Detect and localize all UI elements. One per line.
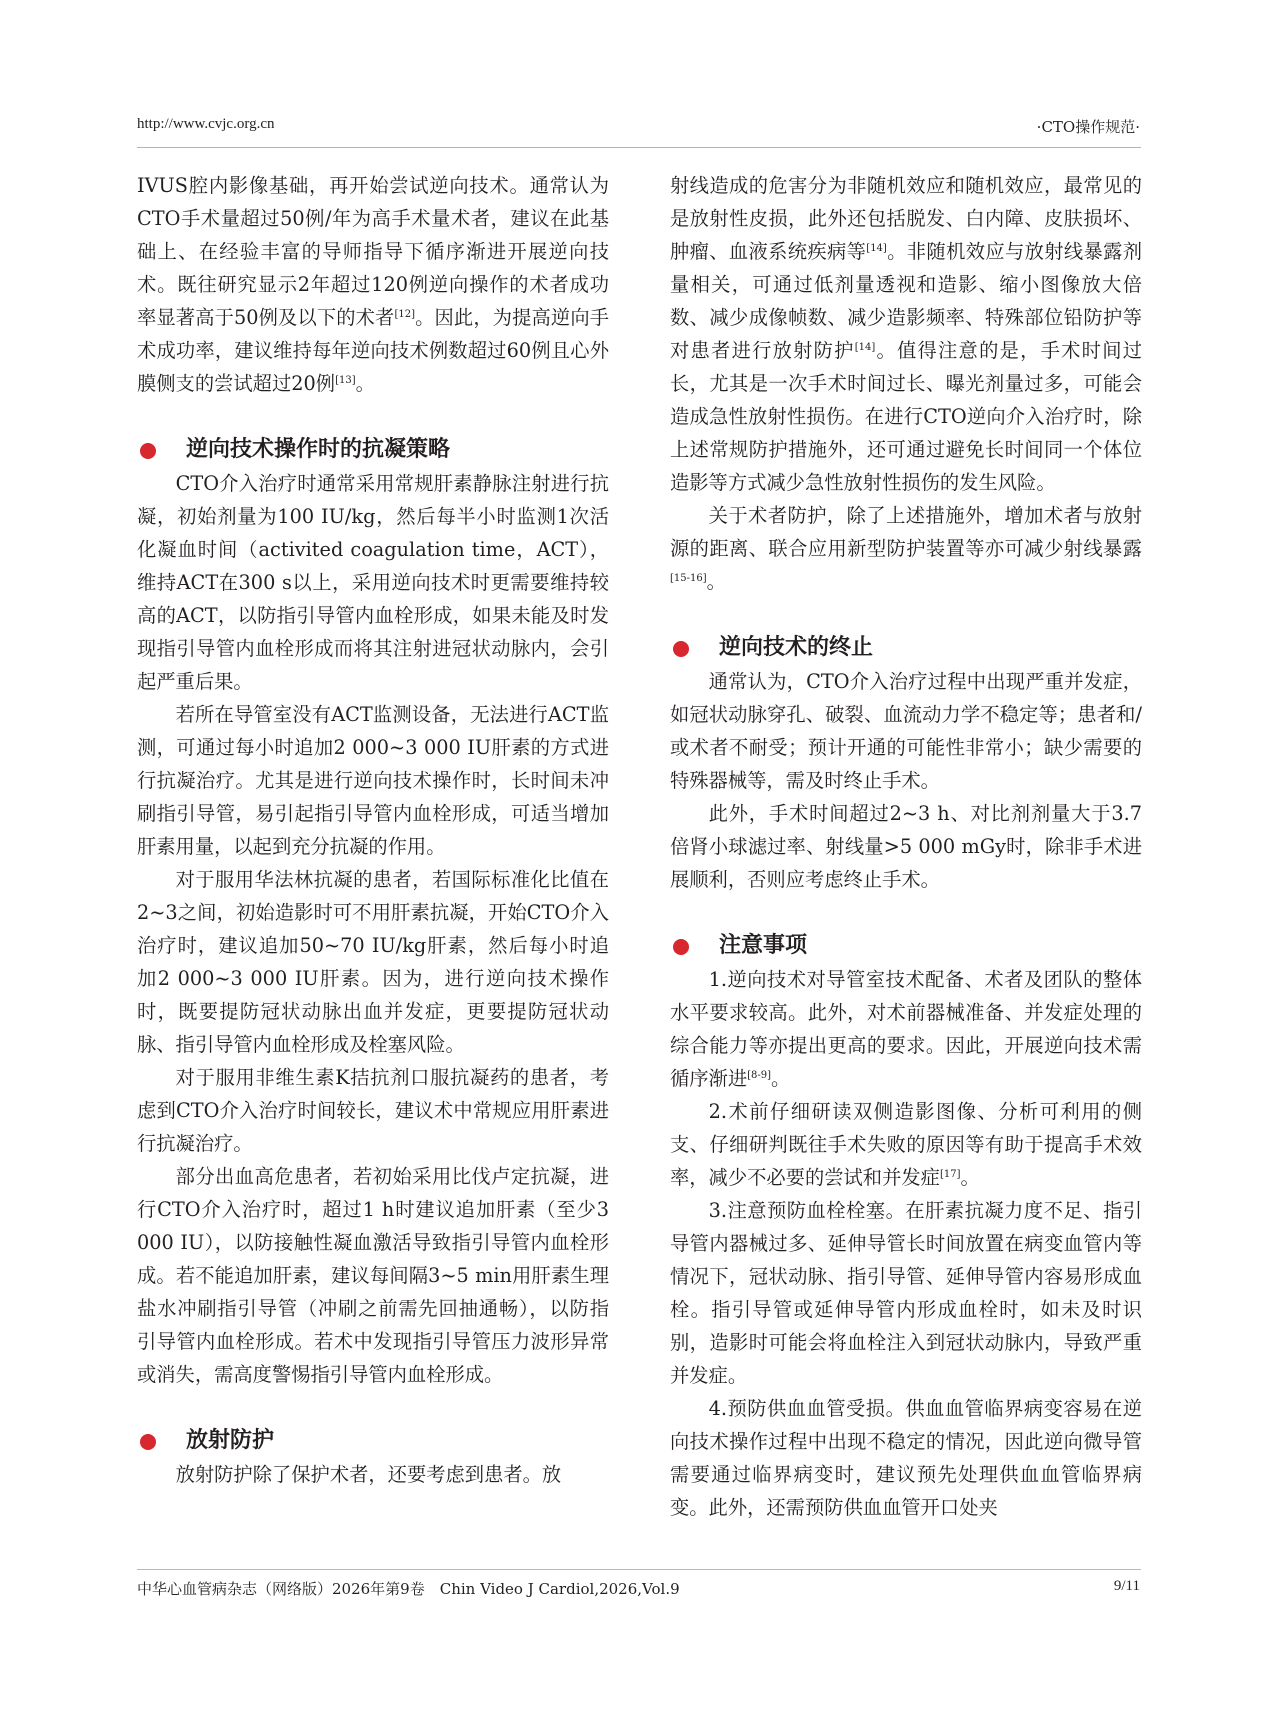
paragraph: 部分出血高危患者，若初始采用比伐卢定抗凝，进行CTO介入治疗时，超过1 h时建议追加肝素（至少3 000 IU），以防接触性凝血激活导致指引导管内血栓形成。若不能追加肝素，建议每间隔3~5 min用肝素生理盐水冲刷指引导管（冲刷之前需先回抽通畅），以防指引导管内血栓形成。若术中发现指引导管压力波形异常或消失，需高度警惕指引导管内血栓形成。 [137,1165,609,1386]
paragraph: IVUS腔内影像基础，再开始尝试逆向技术。通常认为CTO手术量超过50例/年为高手术量术者，建议在此基础上、在经验丰富的导师指导下循序渐进开展逆向技术。既往研究显示2年超过120例逆向操作的术者成功率显著高于50例及以下的术者[12]。因此，为提高逆向手术成功率，建议维持每年逆向技术例数超过60例且心外膜侧支的尝试超过20例[13]。 [137,174,610,395]
paragraph: 对于服用非维生素K拮抗剂口服抗凝药的患者，考虑到CTO介入治疗时间较长，建议术中常规应用肝素进行抗凝治疗。 [137,1066,609,1155]
left-column [137,169,609,1491]
list-item: 1.逆向技术对导管室技术配备、术者及团队的整体水平要求较高。此外，对术前器械准备、并发症处理的综合能力等亦提出更高的要求。因此，开展逆向技术需循序渐进[8-9]。 [670,968,1142,1090]
citation[interactable]: [15-16] [670,573,707,584]
paragraph: 放射防护除了保护术者，还要考虑到患者。放 [175,1463,562,1486]
section-heading: 注意事项 [670,929,1142,963]
paragraph: 通常认为，CTO介入治疗过程中出现严重并发症，如冠状动脉穿孔、破裂、血流动力学不稳定等；患者和/或术者不耐受；预计开通的可能性非常小；缺少需要的特殊器械等，需及时终止手术。 [670,670,1142,792]
citation[interactable]: [14] [854,342,876,353]
citation[interactable]: [14] [866,243,887,254]
section-heading: 逆向技术的终止 [670,631,1142,665]
list-item: 2.术前仔细研读双侧造影图像、分析可利用的侧支、仔细研判既往手术失败的原因等有助于提高手术效率，减少不必要的尝试和并发症[17]。 [670,1100,1142,1189]
paragraph: 若所在导管室没有ACT监测设备，无法进行ACT监测，可通过每小时追加2 000~3 000 IU肝素的方式进行抗凝治疗。尤其是进行逆向技术操作时，长时间未冲刷指引导管，易引起指引导管内血栓形成，可适当增加肝素用量，以起到充分抗凝的作用。 [137,703,609,858]
bullet-icon [140,1434,156,1450]
right-column [670,169,1142,1524]
page-number: 9/11 [1113,1578,1140,1594]
citation[interactable]: [8-9] [747,1070,772,1081]
footer-divider [137,1569,1141,1570]
bullet-icon [673,641,689,657]
citation[interactable]: [12] [394,309,415,320]
list-item: 4.预防供血血管受损。供血血管临界病变容易在逆向技术操作过程中出现不稳定的情况，因此逆向微导管需要通过临界病变时，建议预先处理供血血管临界病变。此外，还需预防供血血管开口处夹 [670,1397,1142,1519]
citation[interactable]: [13] [335,375,356,386]
paragraph: 关于术者防护，除了上述措施外，增加术者与放射源的距离、联合应用新型防护装置等亦可减少射线暴露[15-16]。 [670,504,1142,593]
section-heading: 放射防护 [137,1424,609,1458]
header-divider [137,147,1141,148]
bullet-icon [140,443,156,459]
paragraph: 对于服用华法林抗凝的患者，若国际标准化比值在2~3之间，初始造影时可不用肝素抗凝，开始CTO介入治疗时，建议追加50~70 IU/kg肝素，然后每小时追加2 000~3 000 IU肝素。因为，进行逆向技术操作时，既要提防冠状动脉出血并发症，更要提防冠状动脉、指引导管内血栓形成及栓塞风险。 [137,868,609,1056]
journal-url[interactable]: http://www.cvjc.org.cn [137,116,275,132]
journal-citation: 中华心血管病杂志（网络版）2026年第9卷 Chin Video J Cardiol,2026,Vol.9 [137,1580,680,1598]
bullet-icon [673,939,689,955]
section-heading: 逆向技术操作时的抗凝策略 [137,433,609,467]
paragraph: 射线造成的危害分为非随机效应和随机效应，最常见的是放射性皮损，此外还包括脱发、白内障、皮肤损坏、肿瘤、血液系统疾病等[14]。非随机效应与放射线暴露剂量相关，可通过低剂量透视和造影、缩小图像放大倍数、减少成像帧数、减少造影频率、特殊部位铅防护等对患者进行放射防护[14]。值得注意的是，手术时间过长，尤其是一次手术时间过长、曝光剂量过多，可能会造成急性放射性损伤。在进行CTO逆向介入治疗时，除上述常规防护措施外，还可通过避免长时间同一个体位造影等方式减少急性放射性损伤的发生风险。 [670,174,1143,494]
list-item: 3.注意预防血栓栓塞。在肝素抗凝力度不足、指引导管内器械过多、延伸导管长时间放置在病变血管内等情况下，冠状动脉、指引导管、延伸导管内容易形成血栓。指引导管或延伸导管内形成血栓时，如未及时识别，造影时可能会将血栓注入到冠状动脉内，导致严重并发症。 [670,1199,1142,1387]
section-label: ·CTO操作规范· [1036,118,1140,136]
paragraph: 此外，手术时间超过2~3 h、对比剂剂量大于3.7倍肾小球滤过率、射线量>5 000 mGy时，除非手术进展顺利，否则应考虑终止手术。 [670,802,1142,891]
citation[interactable]: [17] [939,1169,961,1180]
paragraph: CTO介入治疗时通常采用常规肝素静脉注射进行抗凝，初始剂量为100 IU/kg，然后每半小时监测1次活化凝血时间（activited coagulation time，ACT），维持ACT在300 s以上，采用逆向技术时更需要维持较高的ACT，以防指引导管内血栓形成，如果未能及时发现指引导管内血栓形成而将其注射进冠状动脉内，会引起严重后果。 [137,472,609,693]
